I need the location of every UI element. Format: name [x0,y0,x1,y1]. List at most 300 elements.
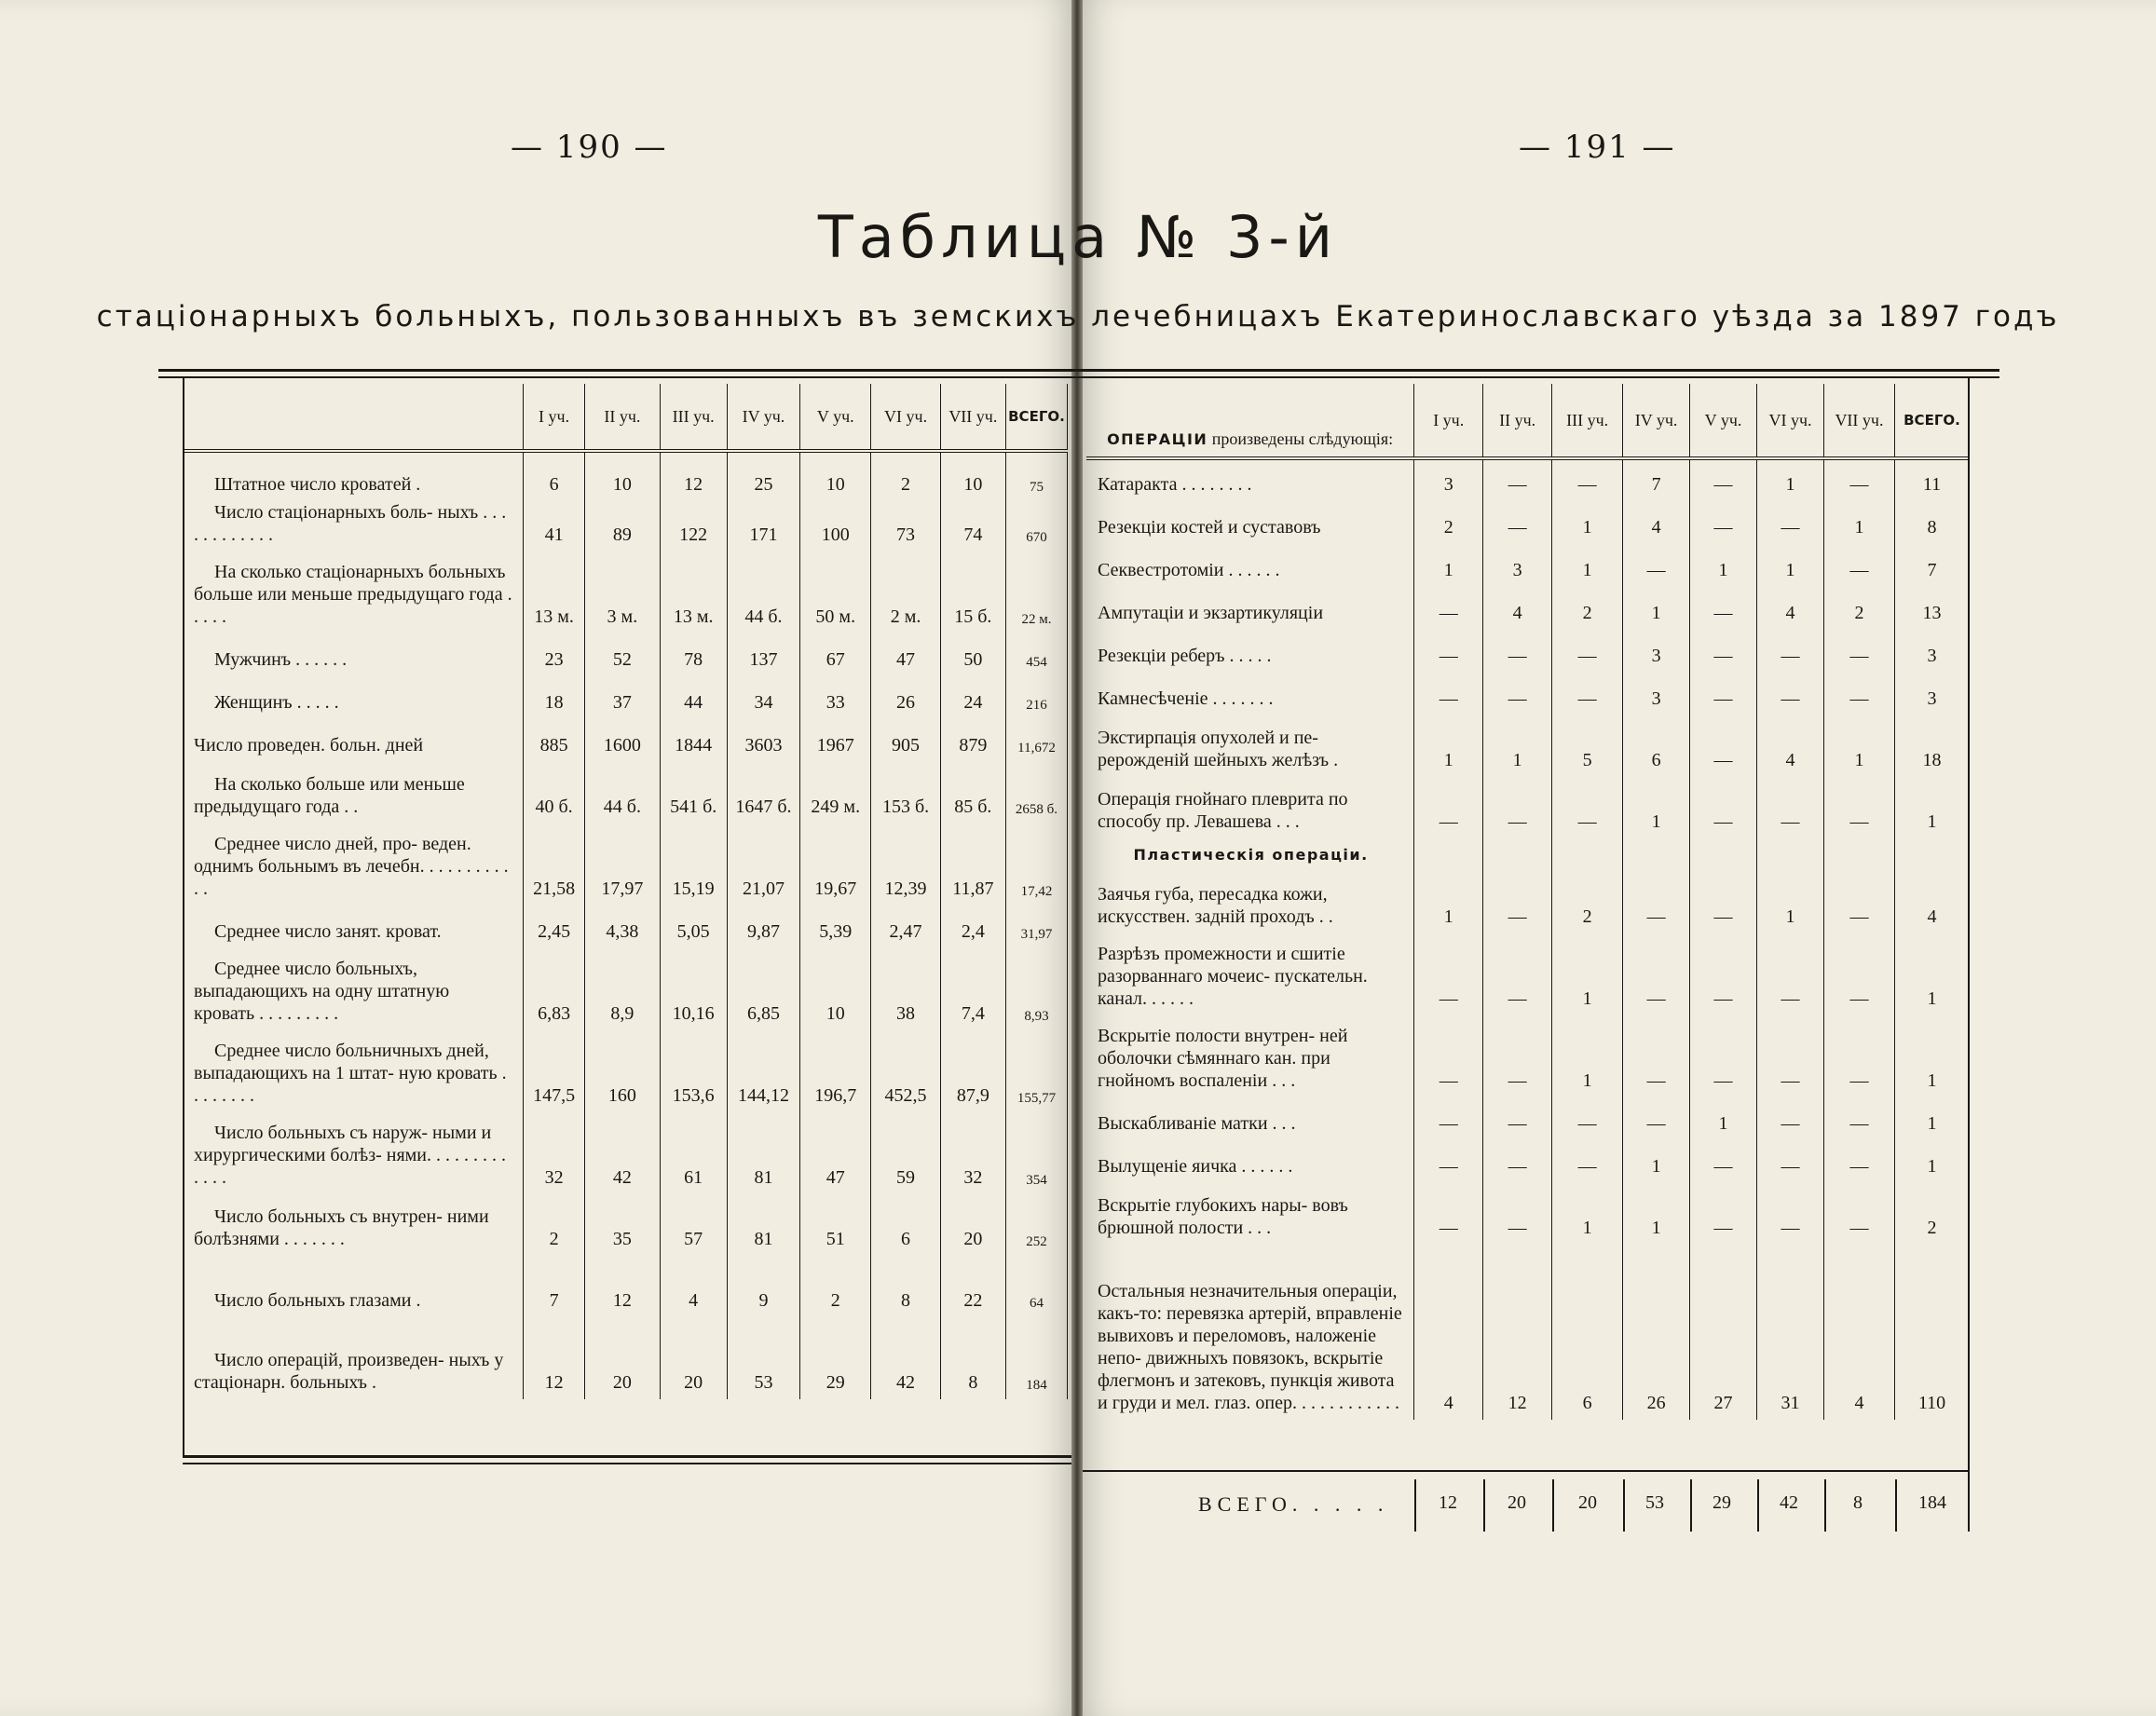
row-value-cell: 4 [1483,587,1552,630]
empty-cell [1690,838,1757,872]
row-label: Мужчинъ . . . . . . [214,649,348,670]
row-value-cell: 3 [1623,630,1690,673]
row-value-cell: 1 [1690,544,1757,587]
row-value-cell: — [1823,1097,1894,1140]
left-table-row [183,633,1068,676]
row-total-cell: 110 [1894,1245,1969,1420]
row-total-cell: 8,93 [1005,948,1067,1030]
total-label: ВСЕГО. . . . . [1198,1492,1389,1516]
row-value-cell: — [1483,1183,1552,1245]
total-value: 8 [1853,1492,1863,1513]
operation-label: Экстирпація опухолей и пе- рерожденій шейныхъ желѣзъ . [1098,728,1339,770]
row-value-cell: 24 [940,676,1005,719]
row-value-cell: 160 [585,1030,660,1112]
row-value-cell: — [1757,673,1824,715]
row-value-cell: 27 [1690,1245,1757,1420]
operation-label: Катаракта . . . . . . . . [1098,474,1252,495]
row-value-cell: 1 [1623,1140,1690,1183]
left-table-row [183,552,1068,633]
row-value-cell: 12 [585,1256,660,1317]
operation-row [1086,1015,1970,1097]
row-value-cell: — [1690,715,1757,777]
row-value-cell: 57 [660,1194,727,1256]
row-value-cell: 1 [1623,1183,1690,1245]
left-table-body [183,451,1068,1399]
row-total-cell: 252 [1005,1194,1067,1256]
row-value-cell: 12,39 [871,824,940,906]
operation-label: Операція гнойнаго плеврита по способу пр. Левашева . . . [1098,789,1348,832]
row-value-cell: 1 [1623,777,1690,838]
row-value-cell: 3603 [727,719,799,762]
row-value-cell: — [1690,673,1757,715]
row-value-cell: 5,05 [660,906,727,948]
row-value-cell: — [1552,1097,1623,1140]
row-value-cell: 1600 [585,719,660,762]
operation-label: Остальныя незначительныя операціи, какъ-то: перевязка артерій, вправленіе вывиховъ и переломовъ, наложеніе непо- движныхъ повязокъ, вскрытіе флегмонъ и затековъ, пункція живота и груди и мел. глаз. опер. . . . . . . . . . . . [1098,1281,1402,1413]
row-value-cell: 8 [871,1256,940,1317]
operation-row [1086,715,1970,777]
row-value-cell: 10,16 [660,948,727,1030]
right-header-col: V уч. [1690,384,1757,458]
row-value-cell: 4 [1757,715,1824,777]
row-value-cell: 13 м. [523,552,584,633]
row-value-cell: 21,07 [727,824,799,906]
row-value-cell: 1844 [660,719,727,762]
row-total-cell: 1 [1894,777,1969,838]
row-total-cell: 8 [1894,501,1969,544]
row-total-cell: 184 [1005,1317,1067,1399]
right-operations-table [1086,384,1970,1420]
row-total-cell: 1 [1894,1097,1969,1140]
row-value-cell: — [1757,1015,1824,1097]
left-table-row [183,762,1068,824]
total-value: 20 [1508,1492,1526,1513]
operation-label: Резекціи костей и суставовъ [1098,517,1321,538]
operations-section-title: ОПЕРАЦІИ произведены слѣдующія: [1086,384,1414,458]
empty-cell [1414,838,1483,872]
row-value-cell: — [1414,630,1483,673]
empty-cell [1894,838,1969,872]
row-label: Число операцій, произведен- ныхъ у стаціонарн. больныхъ . [194,1350,504,1393]
row-value-cell: 2,45 [523,906,584,948]
left-table-row [183,1317,1068,1399]
row-value-cell: 2,4 [940,906,1005,948]
row-label: Число больныхъ съ наруж- ными и хирургическими болѣз- нями. . . . . . . . . . . . . [194,1123,507,1188]
row-value-cell: 1647 б. [727,762,799,824]
left-table-row [183,906,1068,948]
row-value-cell: 18 [523,676,584,719]
row-value-cell: 10 [800,948,871,1030]
left-header-col: V уч. [800,384,871,451]
row-value-cell: 3 [1483,544,1552,587]
row-value-cell: — [1690,933,1757,1015]
left-table-row [183,1030,1068,1112]
operations-total-row [1086,1479,1970,1532]
row-value-cell: 8,9 [585,948,660,1030]
total-separator [1757,1479,1759,1532]
operation-row [1086,777,1970,838]
row-total-cell: 155,77 [1005,1030,1067,1112]
row-value-cell: — [1414,1015,1483,1097]
row-value-cell: — [1757,1140,1824,1183]
operation-label: Секвестротоміи . . . . . . [1098,560,1280,580]
row-label: Среднее число больныхъ, выпадающихъ на одну штатную кровать . . . . . . . . . [194,959,450,1024]
row-value-cell: 7 [1623,458,1690,501]
left-table-row [183,676,1068,719]
row-value-cell: — [1823,458,1894,501]
row-total-cell: 22 м. [1005,552,1067,633]
row-value-cell: 87,9 [940,1030,1005,1112]
row-total-cell: 1 [1894,933,1969,1015]
row-value-cell: — [1552,673,1623,715]
row-value-cell: 9 [727,1256,799,1317]
page-number-left: — 190 — [511,129,668,166]
row-value-cell: — [1757,1183,1824,1245]
total-separator [1690,1479,1692,1532]
table-subtitle: стаціонарныхъ больныхъ, пользованныхъ въ земскихъ лечебницахъ Екатеринославскаго уѣзда за 1897 годъ [96,300,2060,334]
total-value: 29 [1713,1492,1731,1513]
row-label: Число больныхъ глазами . [214,1290,421,1311]
row-value-cell: — [1823,1140,1894,1183]
row-value-cell: — [1757,933,1824,1015]
row-value-cell: — [1690,458,1757,501]
row-value-cell: — [1414,933,1483,1015]
left-header-total: ВСЕГО. [1005,384,1067,451]
operation-row [1086,1183,1970,1245]
row-total-cell: 7 [1894,544,1969,587]
row-value-cell: 25 [727,451,799,501]
row-value-cell: 78 [660,633,727,676]
row-value-cell: 50 м. [800,552,871,633]
row-total-cell: 454 [1005,633,1067,676]
operation-label: Разрѣзъ промежности и сшитіе разорваннаго мочеис- пускательн. канал. . . . . . [1098,944,1368,1009]
row-value-cell: 2 [1823,587,1894,630]
section-heading: Пластическія операціи. [1133,846,1369,864]
row-value-cell: 40 б. [523,762,584,824]
row-value-cell: 5 [1552,715,1623,777]
row-value-cell: 6,83 [523,948,584,1030]
row-label: Штатное число кроватей . [214,474,421,495]
row-value-cell: 905 [871,719,940,762]
row-value-cell: 8 [940,1317,1005,1399]
row-value-cell: — [1823,544,1894,587]
row-total-cell: 4 [1894,872,1969,933]
row-total-cell: 17,42 [1005,824,1067,906]
row-value-cell: 12 [660,451,727,501]
row-value-cell: 2 [871,451,940,501]
row-value-cell: — [1414,777,1483,838]
row-label: Среднее число больничныхъ дней, выпадающихъ на 1 штат- ную кровать . . . . . . . . [194,1041,507,1106]
row-value-cell: — [1483,458,1552,501]
row-total-cell: 64 [1005,1256,1067,1317]
row-value-cell: — [1483,501,1552,544]
right-header-col: VII уч. [1823,384,1894,458]
left-header-blank [183,384,523,451]
row-value-cell: 1 [1414,872,1483,933]
row-value-cell: — [1552,777,1623,838]
row-value-cell: 4 [660,1256,727,1317]
operation-label: Вскрытіе полости внутрен- ней оболочки сѣмяннаго кан. при гнойномъ воспаленіи . . . [1098,1026,1348,1091]
row-value-cell: 15 б. [940,552,1005,633]
row-value-cell: 1 [1552,501,1623,544]
row-value-cell: — [1552,1140,1623,1183]
row-value-cell: 26 [871,676,940,719]
row-value-cell: 42 [871,1317,940,1399]
total-separator [1552,1479,1554,1532]
left-table-row [183,948,1068,1030]
total-value: 53 [1645,1492,1664,1513]
row-total-cell: 354 [1005,1112,1067,1194]
row-value-cell: 1 [1552,1015,1623,1097]
row-value-cell: 47 [800,1112,871,1194]
row-value-cell: — [1690,501,1757,544]
row-value-cell: — [1414,1183,1483,1245]
row-total-cell: 13 [1894,587,1969,630]
operation-row [1086,1140,1970,1183]
row-value-cell: — [1483,1097,1552,1140]
row-value-cell: 34 [727,676,799,719]
total-separator [1824,1479,1826,1532]
row-value-cell: 29 [800,1317,871,1399]
row-value-cell: — [1623,872,1690,933]
row-value-cell: 42 [585,1112,660,1194]
row-value-cell: 1 [1414,544,1483,587]
operation-row [1086,587,1970,630]
row-value-cell: 61 [660,1112,727,1194]
row-value-cell: 1 [1757,458,1824,501]
operation-row [1086,630,1970,673]
row-value-cell: — [1623,1097,1690,1140]
row-value-cell: — [1414,587,1483,630]
row-value-cell: — [1823,673,1894,715]
row-value-cell: 52 [585,633,660,676]
row-value-cell: — [1823,777,1894,838]
left-header-col: II уч. [585,384,660,451]
row-value-cell: 23 [523,633,584,676]
operation-label: Заячья губа, пересадка кожи, искусствен. задній проходъ . . [1098,884,1333,927]
row-total-cell: 216 [1005,676,1067,719]
left-header-col: VII уч. [940,384,1005,451]
row-value-cell: — [1483,1015,1552,1097]
operation-label: Ампутаціи и экзартикуляціи [1098,603,1324,623]
row-value-cell: — [1483,673,1552,715]
left-header-col: IV уч. [727,384,799,451]
section-row [1086,838,1970,872]
row-value-cell: 22 [940,1256,1005,1317]
right-total-top-rule [1083,1470,1970,1472]
row-value-cell: 67 [800,633,871,676]
row-value-cell: — [1623,933,1690,1015]
row-value-cell: 153 б. [871,762,940,824]
total-value: 20 [1578,1492,1597,1513]
row-value-cell: 33 [800,676,871,719]
row-total-cell: 670 [1005,501,1067,552]
row-value-cell: 1 [1483,715,1552,777]
row-value-cell: 5,39 [800,906,871,948]
operation-row [1086,673,1970,715]
row-value-cell: 20 [585,1317,660,1399]
row-value-cell: 15,19 [660,824,727,906]
row-value-cell: 44 б. [585,762,660,824]
row-value-cell: — [1414,1140,1483,1183]
row-value-cell: 85 б. [940,762,1005,824]
row-value-cell: — [1690,1183,1757,1245]
row-value-cell: 2 [800,1256,871,1317]
row-value-cell: 11,87 [940,824,1005,906]
row-value-cell: 1 [1414,715,1483,777]
row-total-cell: 1 [1894,1140,1969,1183]
row-value-cell: 81 [727,1194,799,1256]
left-header-col: I уч. [523,384,584,451]
row-label: На сколько стаціонарныхъ больныхъ больше или меньше предыдущаго года . . . . . [194,562,512,627]
row-value-cell: — [1690,587,1757,630]
row-value-cell: 1967 [800,719,871,762]
empty-cell [1757,838,1824,872]
operation-label: Вылущеніе яичка . . . . . . [1098,1156,1293,1177]
row-value-cell: 122 [660,501,727,552]
right-header-total: ВСЕГО. [1894,384,1969,458]
row-value-cell: — [1690,630,1757,673]
total-value: 12 [1439,1492,1457,1513]
row-value-cell: 879 [940,719,1005,762]
operation-row [1086,501,1970,544]
top-rule [158,369,1999,372]
row-value-cell: 1 [1552,1183,1623,1245]
total-value: 184 [1918,1492,1946,1513]
row-value-cell: 452,5 [871,1030,940,1112]
row-value-cell: 6 [1552,1245,1623,1420]
row-value-cell: 2 [523,1194,584,1256]
row-value-cell: 1 [1823,501,1894,544]
left-stats-table [183,384,1068,1399]
row-value-cell: 541 б. [660,762,727,824]
row-value-cell: — [1483,777,1552,838]
total-separator [1414,1479,1416,1532]
row-value-cell: 4 [1623,501,1690,544]
page-number-right: — 191 — [1519,129,1676,166]
row-value-cell: 147,5 [523,1030,584,1112]
row-value-cell: 21,58 [523,824,584,906]
row-value-cell: — [1690,1015,1757,1097]
operation-row [1086,544,1970,587]
row-value-cell: 10 [800,451,871,501]
row-value-cell: — [1757,501,1824,544]
row-total-cell: 2 [1894,1183,1969,1245]
row-value-cell: — [1757,777,1824,838]
row-value-cell: 1 [1623,587,1690,630]
row-value-cell: 3 [1414,458,1483,501]
row-value-cell: 32 [940,1112,1005,1194]
operation-row [1086,933,1970,1015]
right-header-col: VI уч. [1757,384,1824,458]
row-value-cell: 1 [1757,872,1824,933]
row-value-cell: 38 [871,948,940,1030]
empty-cell [1552,838,1623,872]
row-value-cell: 35 [585,1194,660,1256]
left-header-col: III уч. [660,384,727,451]
row-value-cell: 885 [523,719,584,762]
operation-row [1086,1097,1970,1140]
left-table-row [183,501,1068,552]
row-total-cell: 11,672 [1005,719,1067,762]
row-value-cell: 4 [1823,1245,1894,1420]
table-title: Таблица № 3-й [817,203,1339,271]
row-value-cell: 3 [1623,673,1690,715]
row-value-cell: — [1823,1015,1894,1097]
row-label: Число стаціонарныхъ боль- ныхъ . . . . . . . . . . . . [194,502,507,545]
total-separator [1623,1479,1625,1532]
row-value-cell: — [1823,1183,1894,1245]
row-value-cell: — [1757,630,1824,673]
row-value-cell: 144,12 [727,1030,799,1112]
row-value-cell: — [1483,630,1552,673]
row-value-cell: 20 [660,1317,727,1399]
row-label: Среднее число занят. кроват. [214,921,442,942]
row-total-cell: 1 [1894,1015,1969,1097]
right-table-body [1086,458,1970,1420]
row-total-cell: 2658 б. [1005,762,1067,824]
row-label: Число больныхъ съ внутрен- ними болѣзнями . . . . . . . [194,1206,489,1249]
row-total-cell: 3 [1894,630,1969,673]
top-rule-thin [158,376,1999,378]
row-value-cell: — [1483,933,1552,1015]
left-table-row [183,1112,1068,1194]
row-value-cell: 249 м. [800,762,871,824]
row-total-cell: 18 [1894,715,1969,777]
row-value-cell: 2 [1552,872,1623,933]
row-value-cell: — [1414,673,1483,715]
row-value-cell: 3 м. [585,552,660,633]
left-header-row [183,384,1068,451]
right-header-col: IV уч. [1623,384,1690,458]
row-value-cell: 20 [940,1194,1005,1256]
row-value-cell: 12 [523,1317,584,1399]
section-heading-cell [1086,838,1414,872]
row-value-cell: — [1823,872,1894,933]
empty-cell [1823,838,1894,872]
total-separator [1895,1479,1897,1532]
operation-label: Камнесѣченіе . . . . . . . [1098,688,1274,709]
row-value-cell: 137 [727,633,799,676]
operation-row [1086,458,1970,501]
row-value-cell: 47 [871,633,940,676]
row-value-cell: 81 [727,1112,799,1194]
row-label: На сколько больше или меньше предыдущаго года . . [194,774,465,817]
operation-label: Выскабливаніе матки . . . [1098,1113,1296,1134]
row-value-cell: — [1823,630,1894,673]
row-value-cell: 37 [585,676,660,719]
row-value-cell: 1 [1552,933,1623,1015]
row-value-cell: — [1690,872,1757,933]
total-separator [1483,1479,1485,1532]
row-value-cell: 1 [1690,1097,1757,1140]
row-value-cell: 4 [1414,1245,1483,1420]
operation-row [1086,872,1970,933]
left-table-row [183,451,1068,501]
row-value-cell: 1 [1823,715,1894,777]
left-table-row [183,824,1068,906]
row-value-cell: 31 [1757,1245,1824,1420]
row-value-cell: — [1757,1097,1824,1140]
row-value-cell: 51 [800,1194,871,1256]
row-label: Женщинъ . . . . . [214,692,339,713]
row-label: Число проведен. больн. дней [194,735,424,756]
row-value-cell: 59 [871,1112,940,1194]
right-header-col: III уч. [1552,384,1623,458]
row-value-cell: 10 [585,451,660,501]
row-value-cell: 6 [871,1194,940,1256]
row-total-cell: 3 [1894,673,1969,715]
